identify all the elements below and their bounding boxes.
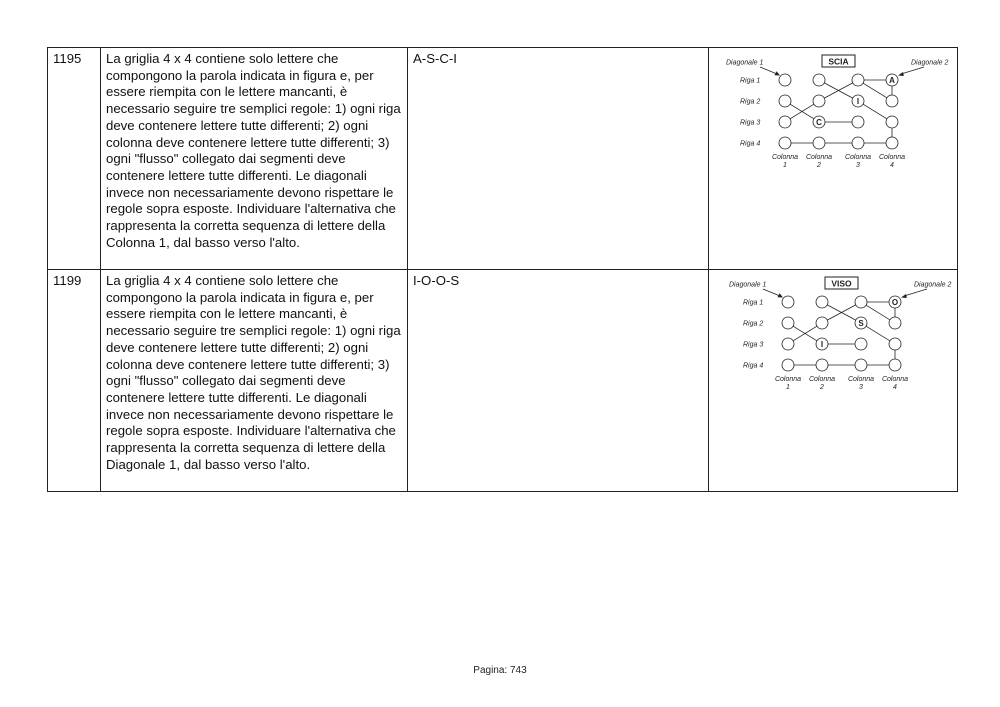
grid-node [782,338,794,350]
column-number: 4 [890,162,894,169]
column-number: 1 [786,384,790,391]
word-label: VISO [831,278,852,289]
diagonal-1-label: Diagonale 1 [729,281,767,289]
diagonal-2-arrowhead [898,72,904,76]
grid-node [852,137,864,149]
grid-node [886,116,898,128]
grid-node [782,296,794,308]
grid-segment [866,326,890,341]
grid-node [889,317,901,329]
diagonal-2-label: Diagonale 2 [911,59,949,67]
question-number: 1195 [48,48,101,270]
grid-node [816,296,828,308]
column-label: Colonna [878,154,906,161]
figure-group [729,277,951,391]
column-number: 2 [817,162,821,169]
column-number: 3 [856,162,860,169]
diagonal-2-arrow [901,67,924,74]
grid-letter: A [889,76,895,85]
question-text: La griglia 4 x 4 contiene solo lettere che compongono la parola indicata in figura e, per essere riempita con le lettere mancanti, è necessario seguire tre semplici regole: 1) ogni riga deve contenere lettere tutte differenti; 2) ogni colonna deve contenere lettere tutte differenti; 3) ogni "flusso" collegato dai segmenti deve contenere lettere tutte differenti. Le diagonali invece non necessariamente devono rispettare le regole sopra esposte. Individuare l'alternativa che rappresenta la corretta sequenza di lettere della Colonna 1, dal basso verso l'alto. [101,48,408,270]
question-text: La griglia 4 x 4 contiene solo lettere che compongono la parola indicata in figura e, per essere riempita con le lettere mancanti, è necessario seguire tre semplici regole: 1) ogni riga deve contenere lettere tutte differenti; 2) ogni colonna deve contenere lettere tutte differenti; 3) ogni "flusso" collegato dai segmenti deve contenere lettere tutte differenti. Le diagonali invece non necessariamente devono rispettare le regole sopra esposte. Individuare l'alternativa che rappresenta la corretta sequenza di lettere della Diagonale 1, dal basso verso l'alto. [101,270,408,492]
answer-text: A-S-C-I [408,48,709,270]
grid-node [852,74,864,86]
diagonal-2-label: Diagonale 2 [914,281,952,289]
figure-cell [709,48,958,270]
table-row [48,48,958,270]
diagonal-2-arrowhead [901,294,907,298]
grid-node [779,95,791,107]
grid-node [813,95,825,107]
row-label: Riga 1 [740,77,761,85]
grid-segment [866,305,890,320]
grid-letter: C [816,118,822,127]
grid-node [782,317,794,329]
grid-node [816,317,828,329]
column-number: 3 [859,384,863,391]
column-number: 4 [893,384,897,391]
grid-figure [714,273,962,403]
row-label: Riga 4 [740,140,761,148]
grid-node [779,74,791,86]
grid-letter: I [856,97,860,106]
grid-node [813,137,825,149]
column-number: 2 [820,384,824,391]
diagonal-1-arrow [763,289,780,296]
row-label: Riga 2 [743,320,764,328]
grid-figure [714,51,962,181]
diagonal-1-arrow [760,67,777,74]
grid-node [813,74,825,86]
answer-text: I-O-O-S [408,270,709,492]
figure-cell [709,270,958,492]
table-row [48,270,958,492]
column-label: Colonna [808,376,836,383]
column-label: Colonna [881,376,909,383]
questions-table [47,47,958,492]
grid-node [816,359,828,371]
row-label: Riga 2 [740,98,761,106]
column-label: Colonna [844,154,872,161]
column-label: Colonna [771,154,799,161]
grid-node [779,116,791,128]
word-label: SCIA [828,56,849,67]
grid-letter: O [891,298,899,307]
row-label: Riga 4 [743,362,764,370]
page-footer: Pagina: 743 [473,665,527,676]
grid-node [855,359,867,371]
row-label: Riga 1 [743,299,764,307]
figure-group [726,55,948,169]
grid-node [889,359,901,371]
grid-letter: I [820,340,824,349]
row-label: Riga 3 [743,341,764,349]
grid-node [886,137,898,149]
grid-node [852,116,864,128]
grid-node [779,137,791,149]
column-number: 1 [783,162,787,169]
column-label: Colonna [805,154,833,161]
grid-node [855,338,867,350]
column-label: Colonna [847,376,875,383]
diagonal-2-arrow [904,289,927,296]
grid-node [889,338,901,350]
grid-node [782,359,794,371]
grid-letter: S [858,319,864,328]
row-label: Riga 3 [740,119,761,127]
grid-node [855,296,867,308]
question-number: 1199 [48,270,101,492]
grid-segment [863,104,887,119]
grid-segment [863,83,887,98]
grid-node [886,95,898,107]
diagonal-1-label: Diagonale 1 [726,59,764,67]
column-label: Colonna [774,376,802,383]
